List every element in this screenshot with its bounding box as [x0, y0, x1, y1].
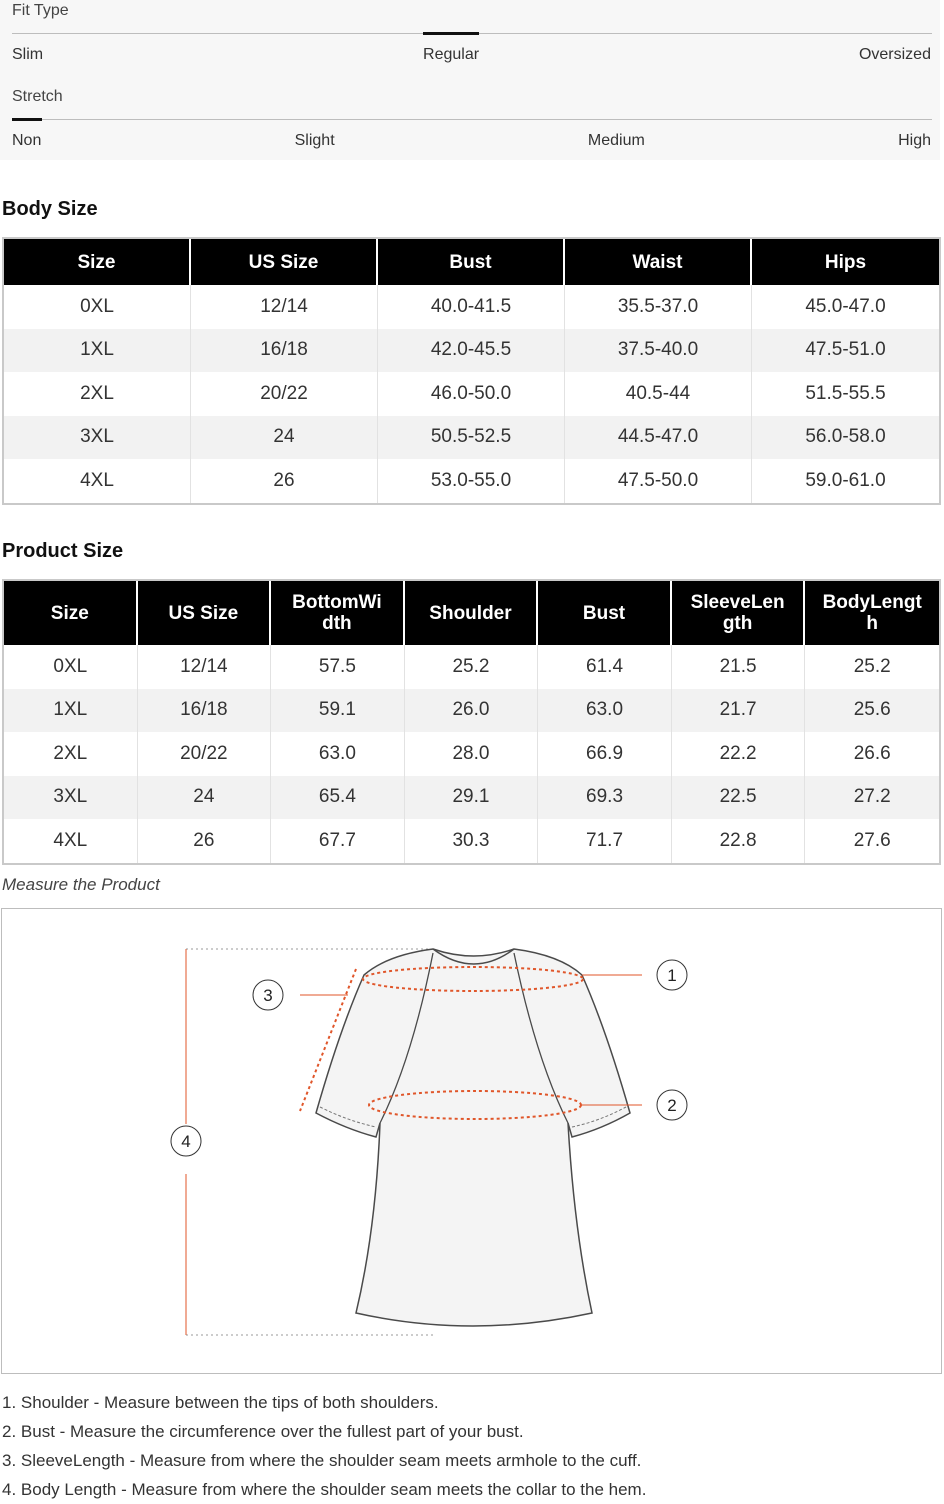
measure-caption: Measure the Product	[2, 875, 160, 894]
marker-4-label: 4	[181, 1132, 191, 1151]
table-cell: 21.7	[672, 689, 806, 733]
table-cell: 12/14	[138, 645, 272, 689]
stretch-option-high: High	[898, 132, 931, 149]
table-cell: 25.6	[805, 689, 939, 733]
table-cell: 51.5-55.5	[805, 382, 886, 404]
column-header: SleeveLen gth	[672, 581, 806, 645]
fit-type-option-slim: Slim	[12, 46, 44, 63]
table-cell: 40.0-41.5	[378, 285, 565, 329]
column-header: Waist	[565, 239, 752, 285]
table-cell: 69.3	[538, 776, 672, 820]
table-row	[4, 329, 939, 373]
product-size-table	[2, 579, 941, 865]
table-cell: 4XL	[4, 459, 191, 503]
table-cell: 47.5-50.0	[565, 459, 752, 503]
table-row	[4, 776, 939, 820]
table-cell: 30.3	[405, 819, 539, 863]
table-cell: 57.5	[271, 645, 405, 689]
table-cell: 27.6	[853, 829, 891, 851]
table-cell: 63.0	[271, 732, 405, 776]
fit-type-title: Fit Type	[12, 2, 69, 19]
table-row	[4, 689, 939, 733]
table-row	[4, 285, 939, 329]
product-size-title: Product Size	[2, 540, 124, 562]
table-cell: 65.4	[271, 776, 405, 820]
stretch-scale-line	[12, 119, 932, 120]
table-cell: 24	[191, 416, 378, 460]
table-row	[4, 645, 939, 689]
column-header: US Size	[191, 239, 378, 285]
marker-1	[657, 960, 687, 990]
fit-type-option-oversized: Oversized	[858, 46, 931, 63]
table-cell: 2XL	[4, 732, 138, 776]
table-cell: 1XL	[4, 689, 138, 733]
table-cell: 61.4	[538, 645, 672, 689]
fit-type-option-regular: Regular	[423, 46, 480, 63]
body-size-title: Body Size	[2, 198, 98, 220]
table-cell: 16/18	[191, 329, 378, 373]
table-cell: 59.1	[271, 689, 405, 733]
column-header: Hips	[752, 239, 939, 285]
table-cell: 53.0-55.0	[378, 459, 565, 503]
table-cell: 22.2	[672, 732, 806, 776]
body-size-table	[2, 237, 941, 505]
table-cell: 24	[138, 776, 272, 820]
stretch-options	[12, 132, 931, 150]
stretch-title: Stretch	[12, 88, 63, 105]
table-cell: 63.0	[538, 689, 672, 733]
column-header: BottomWi dth	[271, 581, 405, 645]
column-header: Shoulder	[405, 581, 539, 645]
table-cell: 37.5-40.0	[565, 329, 752, 373]
body-size-header-row	[4, 239, 939, 285]
tshirt-diagram	[2, 909, 941, 1373]
table-cell: 22.8	[672, 819, 806, 863]
table-cell: 12/14	[191, 285, 378, 329]
table-cell: 35.5-37.0	[565, 285, 752, 329]
marker-3-label: 3	[263, 986, 273, 1005]
fit-panel	[0, 0, 940, 160]
table-cell: 20/22	[138, 732, 272, 776]
stretch-option-medium: Medium	[587, 132, 645, 149]
marker-2-label: 2	[667, 1096, 677, 1115]
column-header: Size	[4, 239, 191, 285]
stretch-option-slight: Slight	[294, 132, 335, 149]
table-cell: 50.5-52.5	[378, 416, 565, 460]
table-row	[4, 372, 939, 416]
column-header: Bust	[538, 581, 672, 645]
table-cell: 26	[191, 459, 378, 503]
table-cell: 42.0-45.5	[378, 329, 565, 373]
measurement-notes	[2, 1388, 646, 1504]
tshirt-shape	[316, 949, 630, 1326]
column-header: Bust	[378, 239, 565, 285]
note-sleeve-length: 3. SleeveLength - Measure from where the shoulder seam meets armhole to the cuff.	[2, 1451, 642, 1470]
stretch-selected-marker	[12, 118, 42, 121]
table-cell: 20/22	[191, 372, 378, 416]
marker-2	[657, 1090, 687, 1120]
table-cell: 25.2	[405, 645, 539, 689]
column-header: US Size	[138, 581, 272, 645]
table-cell: 25.2	[853, 655, 891, 677]
column-header: Size	[4, 581, 138, 645]
table-cell: 0XL	[4, 285, 191, 329]
table-cell: 47.5-51.0	[752, 329, 939, 373]
measurement-diagram	[1, 908, 942, 1374]
marker-3	[253, 980, 283, 1010]
fit-type-selected-marker	[423, 32, 479, 35]
note-bust: 2. Bust - Measure the circumference over the fullest part of your bust.	[2, 1422, 524, 1441]
table-cell: 21.5	[672, 645, 806, 689]
table-row	[4, 459, 939, 503]
marker-1-label: 1	[667, 966, 677, 985]
table-cell: 66.9	[538, 732, 672, 776]
table-cell: 1XL	[4, 329, 191, 373]
table-cell: 71.7	[538, 819, 672, 863]
note-body-length: 4. Body Length - Measure from where the shoulder seam meets the collar to the hem.	[2, 1480, 647, 1499]
table-cell: 22.5	[672, 776, 806, 820]
table-cell: 27.2	[805, 776, 939, 820]
fit-type-options	[12, 46, 931, 64]
table-row	[4, 416, 939, 460]
table-cell: 26.0	[405, 689, 539, 733]
table-cell: 40.5-44	[565, 372, 752, 416]
stretch-option-non: Non	[12, 132, 42, 149]
table-cell: 56.0-58.0	[752, 416, 939, 460]
table-cell: 29.1	[405, 776, 539, 820]
table-cell: 26.6	[853, 742, 891, 764]
table-cell: 44.5-47.0	[565, 416, 752, 460]
table-cell: 28.0	[405, 732, 539, 776]
table-cell: 3XL	[4, 776, 138, 820]
table-cell: 4XL	[4, 819, 138, 863]
column-header: BodyLengt h	[805, 581, 939, 645]
note-shoulder: 1. Shoulder - Measure between the tips of both shoulders.	[2, 1393, 439, 1412]
table-cell: 59.0-61.0	[805, 469, 886, 491]
table-row	[4, 732, 939, 776]
marker-4	[171, 1126, 201, 1156]
table-cell: 0XL	[4, 645, 138, 689]
table-cell: 16/18	[138, 689, 272, 733]
table-row	[4, 819, 939, 863]
table-cell: 67.7	[271, 819, 405, 863]
table-cell: 26	[138, 819, 272, 863]
product-size-header-row	[4, 581, 939, 645]
table-cell: 2XL	[4, 372, 191, 416]
table-cell: 3XL	[4, 416, 191, 460]
table-cell: 46.0-50.0	[378, 372, 565, 416]
table-cell: 45.0-47.0	[805, 295, 886, 317]
